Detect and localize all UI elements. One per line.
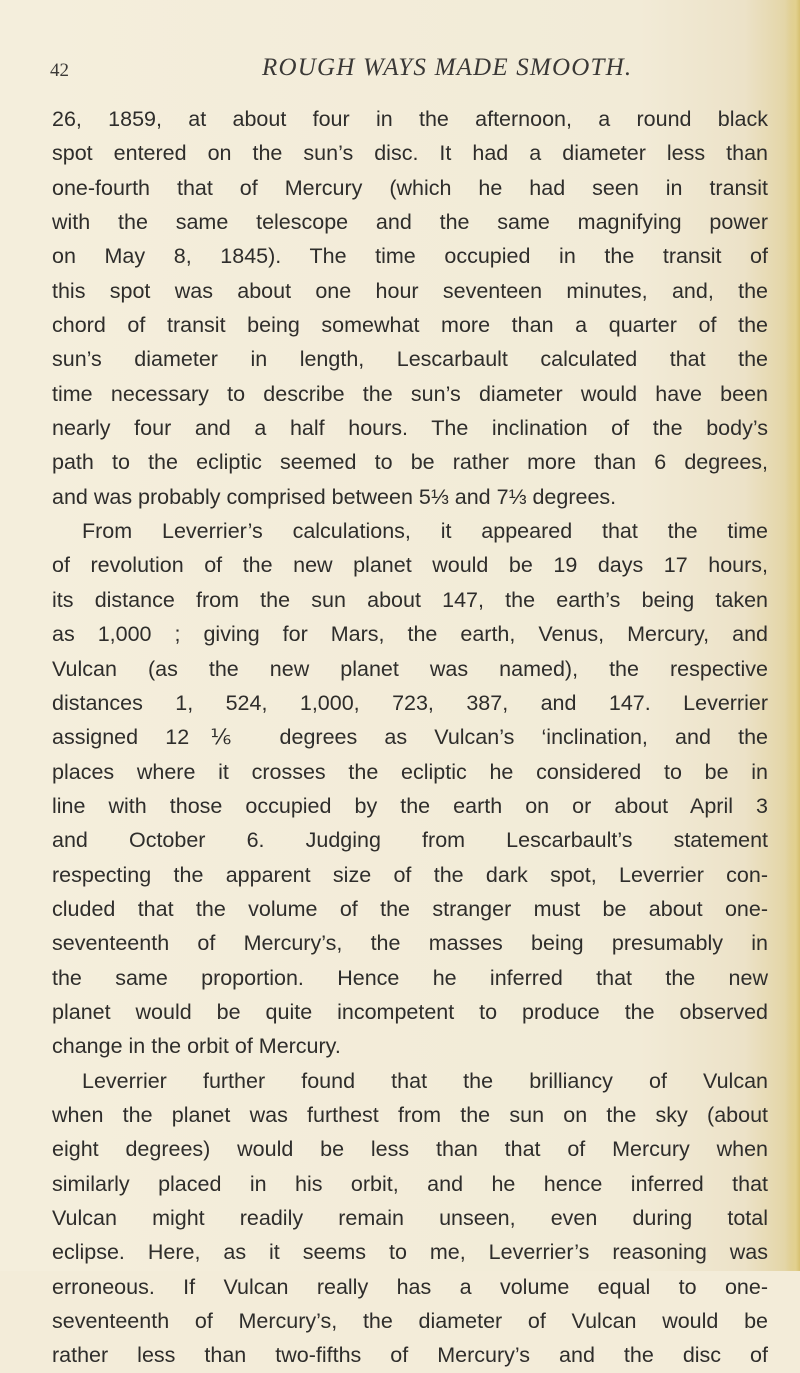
- text-line: eclipse. Here, as it seems to me, Leverrier’s reasoning was: [52, 1240, 768, 1265]
- text-line: sun’s diameter in length, Lescarbault calculated that the: [52, 347, 768, 372]
- page-number: 42: [50, 60, 69, 81]
- text-line: places where it crosses the ecliptic he considered to be in: [52, 759, 768, 784]
- text-line: erroneous. If Vulcan really has a volume equal to one-: [52, 1274, 768, 1299]
- text-line: on May 8, 1845). The time occupied in the transit of: [52, 244, 768, 269]
- text-line: Leverrier further found that the brilliancy of Vulcan: [82, 1068, 768, 1093]
- text-line: chord of transit being somewhat more than a quarter of the: [52, 313, 768, 338]
- body-text: [52, 102, 768, 1373]
- text-line: when the planet was furthest from the sun on the sky (about: [52, 1102, 768, 1127]
- text-line: the same proportion. Hence he inferred that the new: [52, 965, 768, 990]
- text-line: Vulcan might readily remain unseen, even during total: [52, 1206, 768, 1230]
- text-line: similarly placed in his orbit, and he hence inferred that: [52, 1171, 768, 1196]
- text-line: seventeenth of Mercury’s, the diameter of Vulcan would be: [52, 1309, 768, 1334]
- text-line: rather less than two-fifths of Mercury’s and the disc of: [52, 1343, 768, 1368]
- running-head: ROUGH WAYS MADE SMOOTH.: [262, 54, 633, 81]
- text-line: this spot was about one hour seventeen minutes, and, the: [52, 278, 768, 303]
- page-header: [0, 54, 800, 94]
- text-line: 26, 1859, at about four in the afternoon, a round black: [52, 107, 768, 131]
- text-line: spot entered on the sun’s disc. It had a diameter less than: [52, 141, 768, 166]
- text-line: of revolution of the new planet would be 19 days 17 hours,: [52, 553, 768, 578]
- text-line: cluded that the volume of the stranger must be about one-: [52, 896, 768, 921]
- text-line: change in the orbit of Mercury.: [52, 1034, 341, 1059]
- text-line: path to the ecliptic seemed to be rather more than 6 degrees,: [52, 450, 768, 475]
- text-line: planet would be quite incompetent to produce the observed: [52, 999, 768, 1024]
- text-line: one-fourth that of Mercury (which he had seen in transit: [52, 175, 768, 200]
- text-line: time necessary to describe the sun’s diameter would have been: [52, 381, 768, 406]
- text-line: Vulcan (as the new planet was named), the respective: [52, 656, 768, 681]
- text-line: eight degrees) would be less than that of Mercury when: [52, 1137, 768, 1162]
- text-line: and was probably comprised between 5⅓ and 7⅓ degrees.: [52, 484, 617, 509]
- text-line: its distance from the sun about 147, the earth’s being taken: [52, 587, 768, 612]
- text-line: seventeenth of Mercury’s, the masses being presumably in: [52, 931, 768, 956]
- text-line: assigned 12⅙ degrees as Vulcan’s ‘inclination, and the: [52, 725, 768, 750]
- text-line: and October 6. Judging from Lescarbault’s statement: [52, 828, 768, 853]
- page-edge: [786, 0, 800, 1271]
- text-line: as 1,000 ; giving for Mars, the earth, Venus, Mercury, and: [52, 622, 768, 647]
- text-line: line with those occupied by the earth on or about April 3: [52, 793, 768, 818]
- text-line: From Leverrier’s calculations, it appeared that the time: [82, 519, 768, 544]
- text-line: distances 1, 524, 1,000, 723, 387, and 147. Leverrier: [52, 690, 768, 715]
- text-line: with the same telescope and the same magnifying power: [52, 210, 768, 235]
- text-line: respecting the apparent size of the dark spot, Leverrier con-: [52, 862, 768, 887]
- text-line: nearly four and a half hours. The inclination of the body’s: [52, 416, 768, 441]
